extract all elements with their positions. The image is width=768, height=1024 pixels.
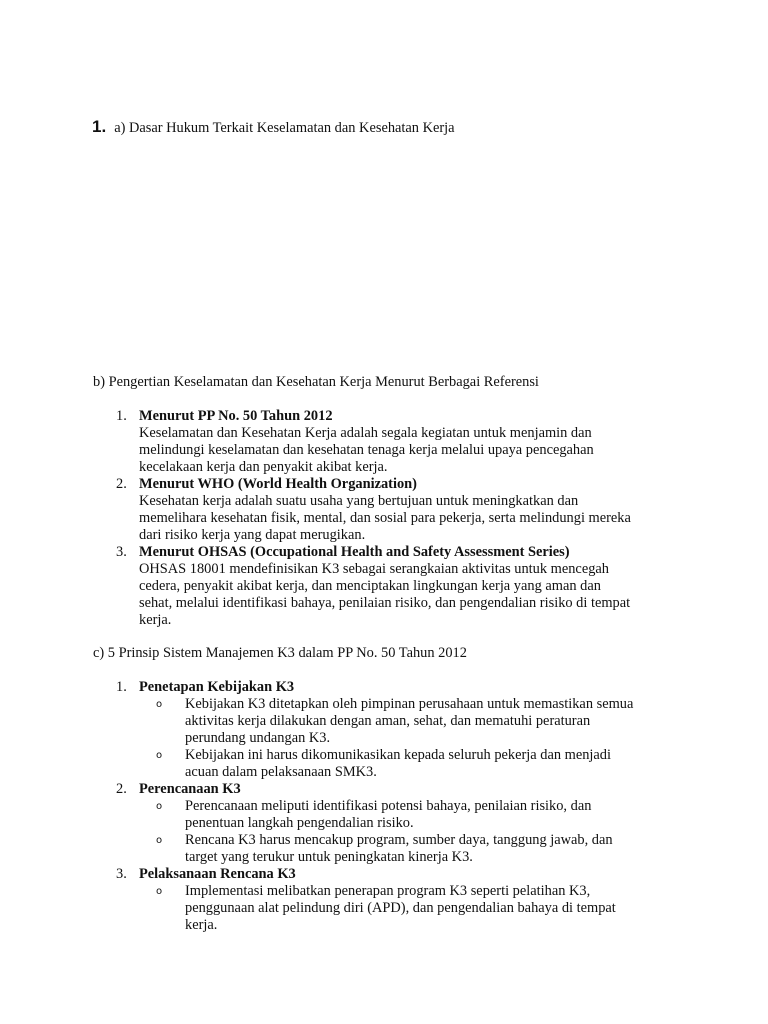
bullet-text-line: acuan dalam pelaksanaan SMK3. xyxy=(185,764,377,780)
item-number: 1. xyxy=(116,408,127,424)
item-number: 3. xyxy=(116,544,127,560)
list-item xyxy=(116,476,676,544)
bullet-marker: o xyxy=(156,835,163,846)
bullet-item xyxy=(139,798,676,832)
item-number: 2. xyxy=(116,476,127,492)
bullet-text-line: penentuan langkah pengendalian risiko. xyxy=(185,815,414,831)
bullet-text-line: Perencanaan meliputi identifikasi potensi bahaya, penilaian risiko, dan xyxy=(185,798,592,814)
bullet-marker: o xyxy=(156,886,163,897)
bullet-text-line: penggunaan alat pelindung diri (APD), dan pengendalian bahaya di tempat xyxy=(185,900,616,916)
item-title: Menurut OHSAS (Occupational Health and Safety Assessment Series) xyxy=(139,544,570,560)
list-item xyxy=(116,544,676,629)
section-c-heading: c) 5 Prinsip Sistem Manajemen K3 dalam PP No. 50 Tahun 2012 xyxy=(93,645,467,661)
bullet-marker: o xyxy=(156,750,163,761)
list-item xyxy=(116,781,676,866)
item-text-line: cedera, penyakit akibat kerja, dan menciptakan lingkungan kerja yang aman dan xyxy=(139,578,601,594)
bullet-item xyxy=(139,696,676,747)
item-text-line: kecelakaan kerja dan penyakit akibat kerja. xyxy=(139,459,388,475)
definitions-list xyxy=(116,408,676,629)
question-title: a) Dasar Hukum Terkait Keselamatan dan Kesehatan Kerja xyxy=(114,120,455,136)
item-title: Pelaksanaan Rencana K3 xyxy=(139,866,296,882)
bullet-text-line: Rencana K3 harus mencakup program, sumber daya, tanggung jawab, dan xyxy=(185,832,613,848)
bullet-text-line: target yang terukur untuk peningkatan kinerja K3. xyxy=(185,849,473,865)
bullet-text-line: Kebijakan ini harus dikomunikasikan kepada seluruh pekerja dan menjadi xyxy=(185,747,611,763)
item-number: 3. xyxy=(116,866,127,882)
item-title: Perencanaan K3 xyxy=(139,781,241,797)
question-number: 1. xyxy=(92,117,107,136)
list-item xyxy=(116,408,676,476)
section-b-heading: b) Pengertian Keselamatan dan Kesehatan Kerja Menurut Berbagai Referensi xyxy=(93,374,539,390)
item-title: Menurut PP No. 50 Tahun 2012 xyxy=(139,408,333,424)
bullet-text-line: Kebijakan K3 ditetapkan oleh pimpinan perusahaan untuk memastikan semua xyxy=(185,696,634,712)
item-text-line: kerja. xyxy=(139,612,172,628)
item-text-line: memelihara kesehatan fisik, mental, dan sosial para pekerja, serta melindungi mereka xyxy=(139,510,631,526)
principles-list xyxy=(116,679,676,934)
item-number: 1. xyxy=(116,679,127,695)
item-text-line: Keselamatan dan Kesehatan Kerja adalah segala kegiatan untuk menjamin dan xyxy=(139,425,592,441)
question-1-heading xyxy=(92,118,455,137)
bullet-text-line: aktivitas kerja dilakukan dengan aman, sehat, dan mematuhi peraturan xyxy=(185,713,591,729)
bullet-item xyxy=(139,747,676,781)
bullet-text-line: kerja. xyxy=(185,917,218,933)
item-text-line: dari risiko kerja yang dapat merugikan. xyxy=(139,527,366,543)
item-text-line: OHSAS 18001 mendefinisikan K3 sebagai serangkaian aktivitas untuk mencegah xyxy=(139,561,609,577)
item-text-line: Kesehatan kerja adalah suatu usaha yang bertujuan untuk meningkatkan dan xyxy=(139,493,579,509)
bullet-item xyxy=(139,883,676,934)
bullet-text-line: perundang undangan K3. xyxy=(185,730,331,746)
item-title: Menurut WHO (World Health Organization) xyxy=(139,476,417,492)
list-item xyxy=(116,866,676,934)
bullet-item xyxy=(139,832,676,866)
item-title: Penetapan Kebijakan K3 xyxy=(139,679,295,695)
bullet-marker: o xyxy=(156,699,163,710)
item-text-line: sehat, melalui identifikasi bahaya, penilaian risiko, dan pengendalian risiko di tempat xyxy=(139,595,631,611)
item-text-line: melindungi keselamatan dan kesehatan tenaga kerja melalui upaya pencegahan xyxy=(139,442,594,458)
bullet-marker: o xyxy=(156,801,163,812)
list-item xyxy=(116,679,676,781)
item-number: 2. xyxy=(116,781,127,797)
bullet-text-line: Implementasi melibatkan penerapan program K3 seperti pelatihan K3, xyxy=(185,883,591,899)
